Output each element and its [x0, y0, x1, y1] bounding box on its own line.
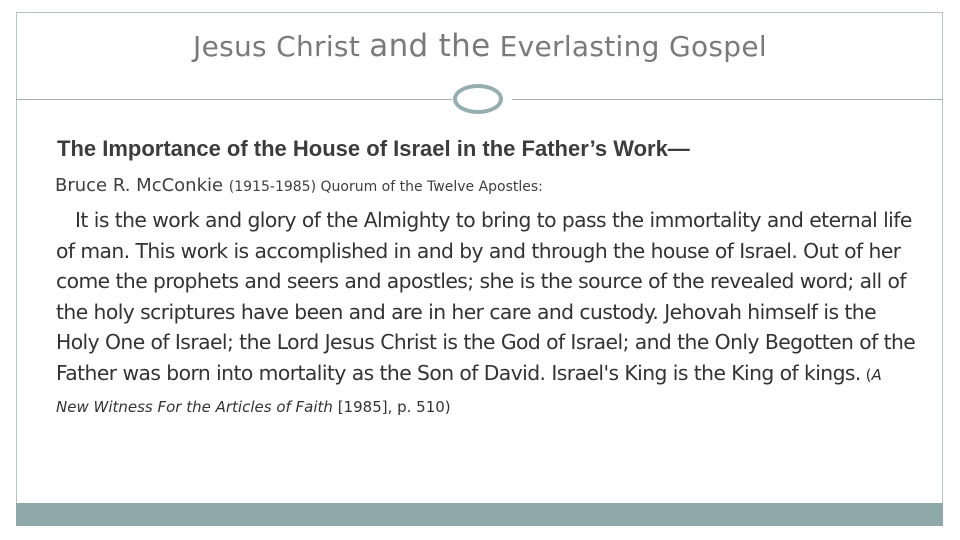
- quote-paragraph: [56, 205, 916, 423]
- author-role: Quorum of the Twelve Apostles:: [316, 179, 543, 195]
- divider-ring-ornament: [453, 84, 503, 114]
- footer-bar: [16, 503, 943, 526]
- author-dates: (1915-1985): [228, 179, 317, 195]
- title-part-2: and the: [369, 28, 491, 64]
- title-divider-right: [512, 99, 943, 100]
- slide-title: [0, 28, 960, 64]
- citation-book-title: A New Witness For the Articles of Faith: [56, 365, 882, 416]
- title-divider-left: [16, 99, 452, 100]
- section-heading: The Importance of the House of Israel in the Father’s Work—: [57, 136, 690, 161]
- citation-details: [1985], p. 510): [332, 398, 451, 416]
- citation-open: (: [860, 365, 872, 384]
- author-byline: [55, 175, 935, 196]
- title-part-1: Jesus Christ: [193, 30, 370, 63]
- quote-text: It is the work and glory of the Almighty to bring to pass the immortality and eternal life of man. This work is accomplished in and by and through the house of Israel. Out of her come the prophets and seers and apostles; she is the source of the revealed word; all of the holy scriptures have been and are in her care and custody. Jehovah himself is the Holy One of Israel; the Lord Jesus Christ is the God of Israel; and the Only Begotten of the Father was born into mortality as the Son of David. Israel's King is the King of kings.: [56, 208, 916, 385]
- title-part-3: Everlasting Gospel: [490, 30, 767, 63]
- author-name: Bruce R. McConkie: [55, 175, 229, 196]
